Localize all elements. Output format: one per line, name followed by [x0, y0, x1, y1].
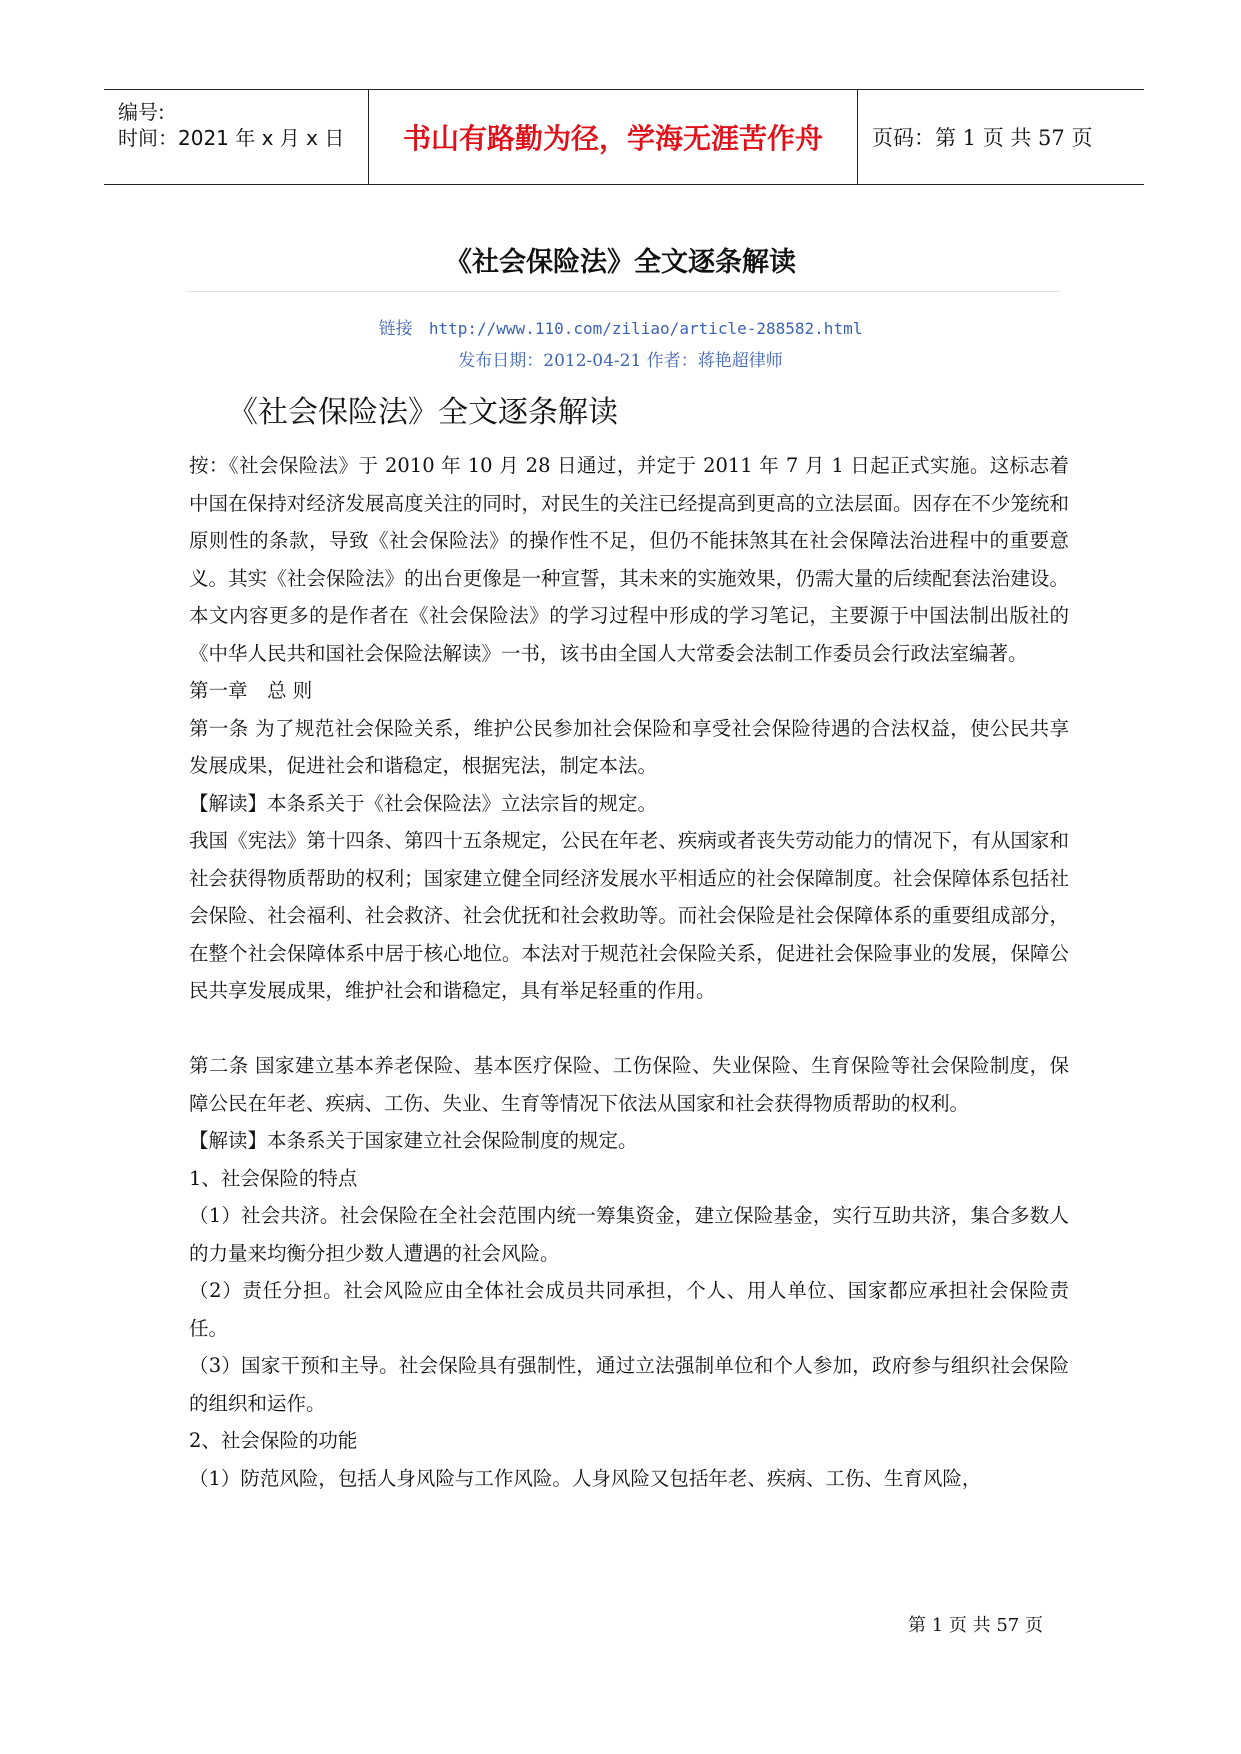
- section-heading: 《社会保险法》全文逐条解读: [228, 395, 618, 430]
- source-link[interactable]: http://www.110.com/ziliao/article-288582.html: [428, 319, 863, 338]
- page-footer: 第 1 页 共 57 页: [908, 1615, 1043, 1636]
- paragraph: （1）防范风险，包括人身风险与工作风险。人身风险又包括年老、疾病、工伤、生育风险，: [189, 1466, 982, 1490]
- link-line: [0, 314, 1241, 339]
- number-label: 编号:: [118, 100, 165, 124]
- title-divider: [185, 291, 1060, 292]
- document-body: [189, 447, 1069, 1497]
- time-label: 时间：2021 年 x 月 x 日: [118, 126, 345, 150]
- chapter-heading: 第一章 总 则: [189, 679, 313, 702]
- header-motto: 书山有路勤为径，学海无涯苦作舟: [369, 90, 858, 184]
- paragraph: 按：《社会保险法》于 2010 年 10 月 28 日通过，并定于 2011 年 7 月 1 日起正式实施。这标志着中国在保持对经济发展高度关注的同时，对民生的关注已经提高到更高的立法层面。因存在不少笼统和原则性的条款，导致《社会保险法》的操作性不足，但仍不能抹煞其在社会保障法治进程中的重要意义。其实《社会保险法》的出台更像是一种宣誓，其未来的实施效果，仍需大量的后续配套法治建设。本文内容更多的是作者在《社会保险法》的学习过程中形成的学习笔记，主要源于中国法制出版社的《中华人民共和国社会保险法解读》一书，该书由全国人大常委会法制工作委员会行政法室编著。: [189, 454, 1069, 665]
- paragraph: 我国《宪法》第十四条、第四十五条规定，公民在年老、疾病或者丧失劳动能力的情况下，有从国家和社会获得物质帮助的权利；国家建立健全同经济发展水平相适应的社会保障制度。社会保障体系包括社会保险、社会福利、社会救济、社会优抚和社会救助等。而社会保险是社会保障体系的重要组成部分，在整个社会保障体系中居于核心地位。本法对于规范社会保险关系，促进社会保险事业的发展，保障公民共享发展成果，维护社会和谐稳定，具有举足轻重的作用。: [189, 829, 1069, 1002]
- header-page-label: 页码：第 1 页 共 57 页: [872, 126, 1093, 150]
- header-info-cell: [104, 90, 369, 184]
- document-header: [104, 89, 1144, 185]
- paragraph: （1）社会共济。社会保险在全社会范围内统一筹集资金，建立保险基金，实行互助共济，集合多数人的力量来均衡分担少数人遭遇的社会风险。: [189, 1204, 1069, 1265]
- paragraph: 2、社会保险的功能: [189, 1429, 358, 1452]
- paragraph: 第一条 为了规范社会保险关系，维护公民参加社会保险和享受社会保险待遇的合法权益，使公民共享发展成果，促进社会和谐稳定，根据宪法，制定本法。: [189, 716, 1069, 777]
- paragraph: 第二条 国家建立基本养老保险、基本医疗保险、工伤保险、失业保险、生育保险等社会保险制度，保障公民在年老、疾病、工伤、失业、生育等情况下依法从国家和社会获得物质帮助的权利。: [189, 1054, 1069, 1115]
- paragraph: 【解读】本条系关于《社会保险法》立法宗旨的规定。: [189, 791, 658, 815]
- paragraph: （2）责任分担。社会风险应由全体社会成员共同承担，个人、用人单位、国家都应承担社会保险责任。: [189, 1279, 1069, 1340]
- paragraph: 【解读】本条系关于国家建立社会保险制度的规定。: [189, 1129, 638, 1152]
- document-title: 《社会保险法》全文逐条解读: [445, 247, 796, 278]
- paragraph: 1、社会保险的特点: [189, 1166, 358, 1190]
- link-label: 链接: [378, 319, 413, 339]
- paragraph-gap: [189, 1010, 1069, 1048]
- publish-info: 发布日期：2012-04-21 作者：蒋艳超律师: [458, 351, 783, 371]
- paragraph: （3）国家干预和主导。社会保险具有强制性，通过立法强制单位和个人参加，政府参与组织社会保险的组织和运作。: [189, 1354, 1069, 1415]
